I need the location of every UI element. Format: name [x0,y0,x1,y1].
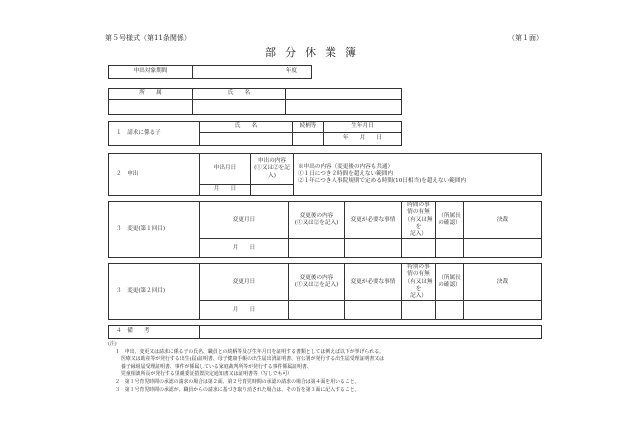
change1-day: 月 日 [232,244,256,251]
request-content-field[interactable] [251,184,294,195]
notes [108,341,384,394]
change2-date-label: 変更月日 [200,264,289,301]
change1-day-field[interactable] [200,239,289,258]
change2-day: 月 日 [232,306,256,313]
form-id: 第５号様式（第11条関係） [105,34,191,42]
notes-head: (注) [108,341,117,347]
child-birth-date: 年 月 日 [342,135,383,142]
change2-table [108,263,542,320]
affiliation-label: 所 属 [109,89,193,100]
change2-special-label: 特別の事 情の有無 （有又は無を 記入） [402,264,436,301]
request-day: 月 日 [213,186,237,193]
child-label: １ 請求に係る子 [109,122,200,146]
change1-decision-field[interactable] [464,239,542,258]
page-title: 部分休業簿 [265,46,365,59]
name-field[interactable] [286,89,402,100]
child-name-field[interactable] [200,133,293,146]
change1-content-label: 変更後の内容 (①又は②を記入) [289,202,345,239]
request-day-field[interactable] [200,184,251,195]
change2-head-label: （所属長 の確認） [436,264,464,301]
remarks-field[interactable] [200,326,542,339]
change2-content-field[interactable] [289,301,345,320]
child-relation-field[interactable] [293,133,324,146]
child-birth-label: 生年月日 [324,122,402,133]
change2-decision-label: 決裁 [464,264,542,301]
change2-decision-field[interactable] [464,301,542,320]
change1-content-note: (①又は②を記入) [294,220,339,227]
request-content-note: (①又は②を記入) [254,165,290,179]
change2-content-note: (①又は②を記入) [294,282,339,289]
request-desc-title: ※申出の内容（変更後の内容も共通） [298,163,394,170]
change1-reason-label: 変更が必要な事情 [345,202,402,239]
change2-reason-label: 変更が必要な事情 [345,264,402,301]
child-birth-field[interactable] [324,133,402,146]
change2-reason-field[interactable] [345,301,402,320]
change1-special-label: 時間の事 情の有無 （有又は無を 記入） [402,202,436,239]
change1-head-label: （所属長 の確認） [436,202,464,239]
request-desc-2: ②１年につき人事院規則で定める時間(10日相当)を超えない範囲内 [298,178,466,185]
change2-content-label: 変更後の内容 (①又は②を記入) [289,264,345,301]
change2-day-field[interactable] [200,301,289,320]
request-content-label: 申出の内容 (①又は②を記入) [251,154,294,185]
request-table [108,153,542,196]
change1-decision-label: 決裁 [464,202,542,239]
period-table [108,65,312,79]
child-name-label: 氏 名 [200,122,293,133]
remarks-table [108,325,542,339]
request-date-label: 申出月日 [200,154,251,185]
period-unit: 年度 [285,68,297,75]
change2-head-field[interactable] [436,301,464,320]
request-label: ２ 申出 [109,154,200,196]
note-1: １ 申出、変更又は請求に係る子の氏名、職員との続柄等及び生年月日を証明する書類としては例えば以下が挙げられる。 [115,348,384,355]
change1-label: ３ 変更(第１回目) [109,202,200,258]
period-label: 申出対象期間 [109,66,193,79]
note-1d: 児童相談所長が発行する里親委託措置決定通知書又は証明書等（写しでも可） [121,371,293,378]
change1-head-field[interactable] [436,239,464,258]
page-label: （第１面） [508,34,543,42]
affiliation-field[interactable] [109,100,193,115]
change1-reason-field[interactable] [345,239,402,258]
request-description [294,154,542,196]
child-relation-label: 続柄等 [293,122,324,133]
name-value[interactable] [193,100,286,115]
note-1c: 養子縁組届受理証明書、事件が係属している家庭裁判所等が発行する事件係属証明書、 [121,363,312,370]
change1-date-label: 変更月日 [200,202,289,239]
change1-content-field[interactable] [289,239,345,258]
remarks-label: ４ 備 考 [109,326,200,339]
note-2: ２ 第１号育児時間の承認の請求の場合は第２面、第２号育児時間の承認の請求の場合は第４面を用いること。 [115,378,360,385]
change2-special-field[interactable] [402,301,436,320]
name-label: 氏 名 [193,89,286,100]
change2-label: ３ 変更(第２回目) [109,264,200,320]
affiliation-table [108,88,402,115]
period-field[interactable] [193,66,312,79]
change1-special-field[interactable] [402,239,436,258]
change1-table [108,201,542,258]
request-desc-1: ①１日につき２時間を超えない範囲内 [298,170,393,177]
note-3: ３ 第１号育児時間の承認が、職員からの請求に基づき取り消された場合は、その旨を第３面に記入すること。 [115,386,360,393]
note-1b: 医療又は助産等が発行する出生(届)証明書、母子健康手帳の出生届出済証明書、官公署が発行する出生届受理証明書又は [121,356,385,363]
child-table [108,121,402,146]
